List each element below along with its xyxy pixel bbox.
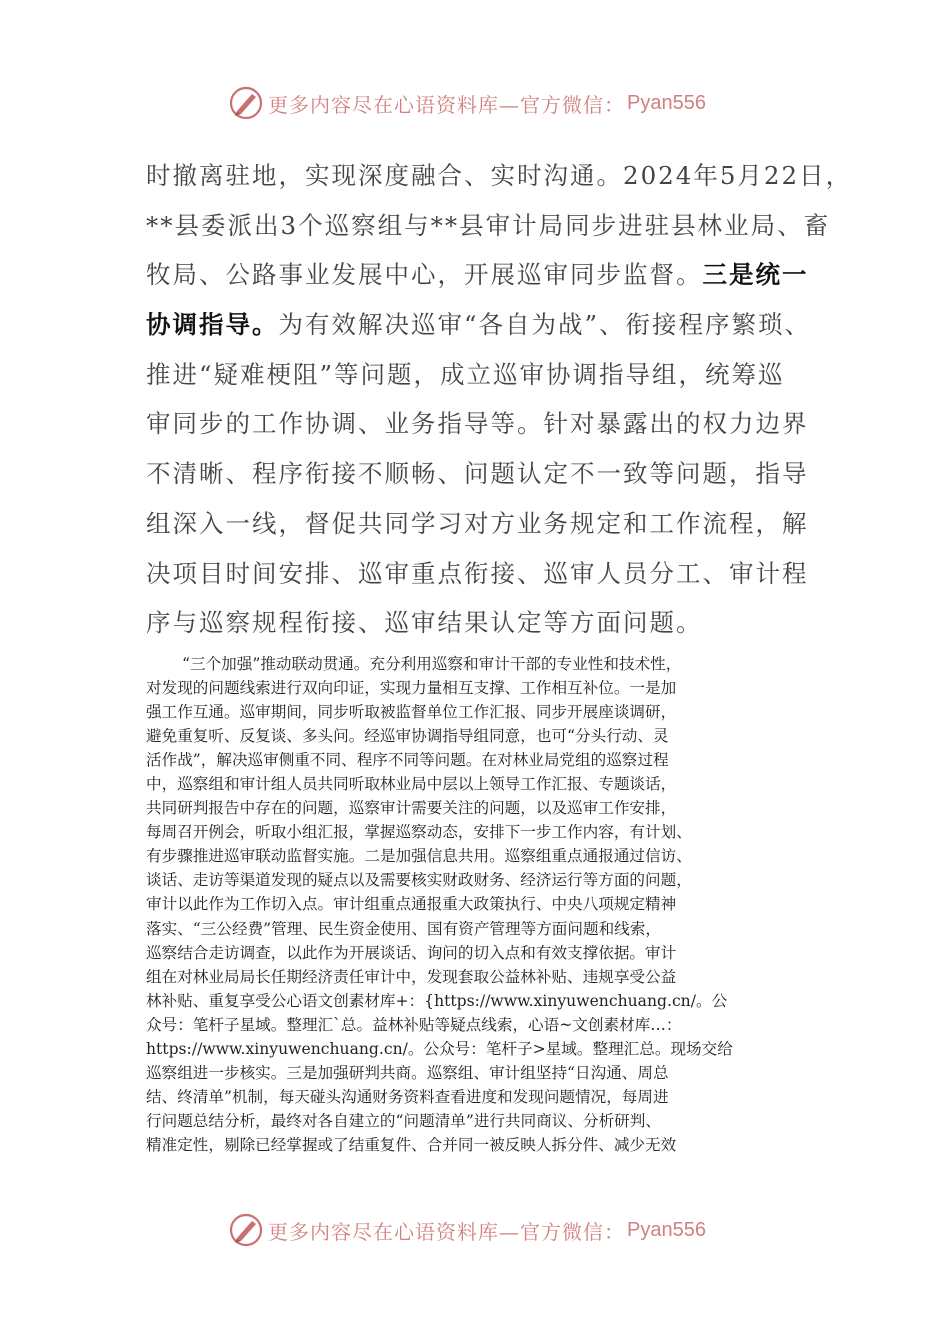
text-line: 行问题总结分析，最终对各自建立的“问题清单”进行共同商议、分析研判、 [146, 1111, 661, 1130]
bold-heading-fragment: 协调指导。 [146, 310, 279, 340]
text-line: 中，巡察组和审计组人员共同听取林业局中层以上领导工作汇报、专题谈话， [146, 775, 677, 794]
text-fragment: 审同步的工作协调、业务指导等。针对暴露出的权力边界 [146, 409, 809, 439]
text-line [146, 350, 808, 400]
text-fragment: 序与巡察规程衔接、巡审结果认定等方面问题。 [146, 608, 703, 638]
text-line: 巡察结合走访调查，以此作为开展谈话、询问的切入点和有效支撑依据。审计 [146, 943, 677, 962]
text-line: 巡察组进一步核实。三是加强研判共商。巡察组、审计组坚持“日沟通、周总 [146, 1063, 669, 1082]
text-line: 有步骤推进巡审联动监督实施。二是加强信息共用。巡察组重点通报通过信访、 [146, 847, 692, 866]
text-line: 对发现的问题线索进行双向印证，实现力量相互支撑、工作相互补位。一是加 [146, 679, 677, 698]
text-line: 强工作互通。巡审期间，同步听取被监督单位工作汇报、同步开展座谈调研， [146, 703, 677, 722]
text-fragment: 牧局、公路事业发展中心，开展巡审同步监督。 [146, 260, 703, 290]
text-fragment: 推进“疑难梗阻”等问题，成立巡审协调指导组，统筹巡 [146, 359, 785, 389]
text-line: 活作战”，解决巡审侧重不同、程序不同等问题。在对林业局党组的巡察过程 [146, 751, 669, 770]
text-line: 谈话、走访等渠道发现的疑点以及需要核实财政财务、经济运行等方面的问题， [146, 871, 692, 890]
text-fragment: **县委派出3个巡察组与**县审计局同步进驻县林业局、畜 [146, 210, 831, 240]
large-text-block [146, 151, 853, 648]
text-line [146, 151, 853, 201]
banner-wechat-id: Pyan556 [627, 91, 706, 114]
banner-wechat-id: Pyan556 [627, 1218, 706, 1241]
text-fragment: 不清晰、程序衔接不顺畅、问题认定不一致等问题，指导 [146, 459, 809, 489]
text-line: 结、终清单”机制，每天碰头沟通财务资料查看进度和发现问题情况，每周进 [146, 1087, 669, 1106]
text-line: 落实、“三公经费”管理、民生资金使用、国有资产管理等方面问题和线索， [146, 919, 661, 938]
text-fragment: 组深入一线，督促共同学习对方业务规定和工作流程，解 [146, 508, 809, 538]
text-line: 林补贴、重复享受公心语文创素材库+：{https://www.xinyuwenchuang.cn/。公 [146, 991, 728, 1010]
text-line [146, 399, 808, 449]
text-line: 组在对林业局局长任期经济责任审计中，发现套取公益林补贴、违规享受公益 [146, 967, 677, 986]
small-text-block [146, 652, 806, 1157]
text-line: 众号：笔杆子星域。整理汇`总。益林补贴等疑点线索，心语~文创素材库…： [146, 1015, 682, 1034]
banner-text: 更多内容尽在心语资料库—官方微信： [268, 92, 625, 117]
text-line: 精准定性，剔除已经掌握或了结重复件、合并同一被反映人拆分件、减少无效 [146, 1135, 677, 1154]
bold-heading-fragment: 三是统一 [702, 260, 809, 290]
text-line: 每周召开例会，听取小组汇报，掌握巡察动态，安排下一步工作内容，有计划、 [146, 823, 692, 842]
text-line [146, 549, 808, 599]
text-line [146, 201, 831, 251]
text-line: 审计以此作为工作切入点。审计组重点通报重大政策执行、中央八项规定精神 [146, 895, 677, 914]
text-line: “三个加强”推动联动贯通。充分利用巡察和审计干部的专业性和技术性， [182, 655, 682, 673]
pen-logo-icon [228, 85, 264, 121]
pen-logo-icon [228, 1212, 264, 1248]
banner-text: 更多内容尽在心语资料库—官方微信： [268, 1219, 625, 1244]
header-banner [228, 83, 706, 123]
text-line: 避免重复听、反复谈、多头问。经巡审协调指导组同意，也可“分头行动、灵 [146, 727, 669, 746]
text-line [146, 449, 808, 499]
text-line: 共同研判报告中存在的问题，巡察审计需要关注的问题，以及巡审工作安排， [146, 799, 677, 818]
footer-banner [228, 1210, 706, 1250]
text-fragment: 决项目时间安排、巡审重点衔接、巡审人员分工、审计程 [146, 558, 809, 588]
text-line: https://www.xinyuwenchuang.cn/。公众号：笔杆子>星域。整理汇总。现场交给 [146, 1039, 733, 1058]
text-line [146, 250, 808, 300]
text-line [146, 300, 812, 350]
text-fragment: 时撤离驻地，实现深度融合、实时沟通。2024年5月22日， [146, 161, 853, 190]
text-line [146, 598, 808, 648]
text-fragment: 为有效解决巡审“各自为战”、衔接程序繁琐、 [278, 310, 812, 340]
text-line [146, 499, 808, 549]
